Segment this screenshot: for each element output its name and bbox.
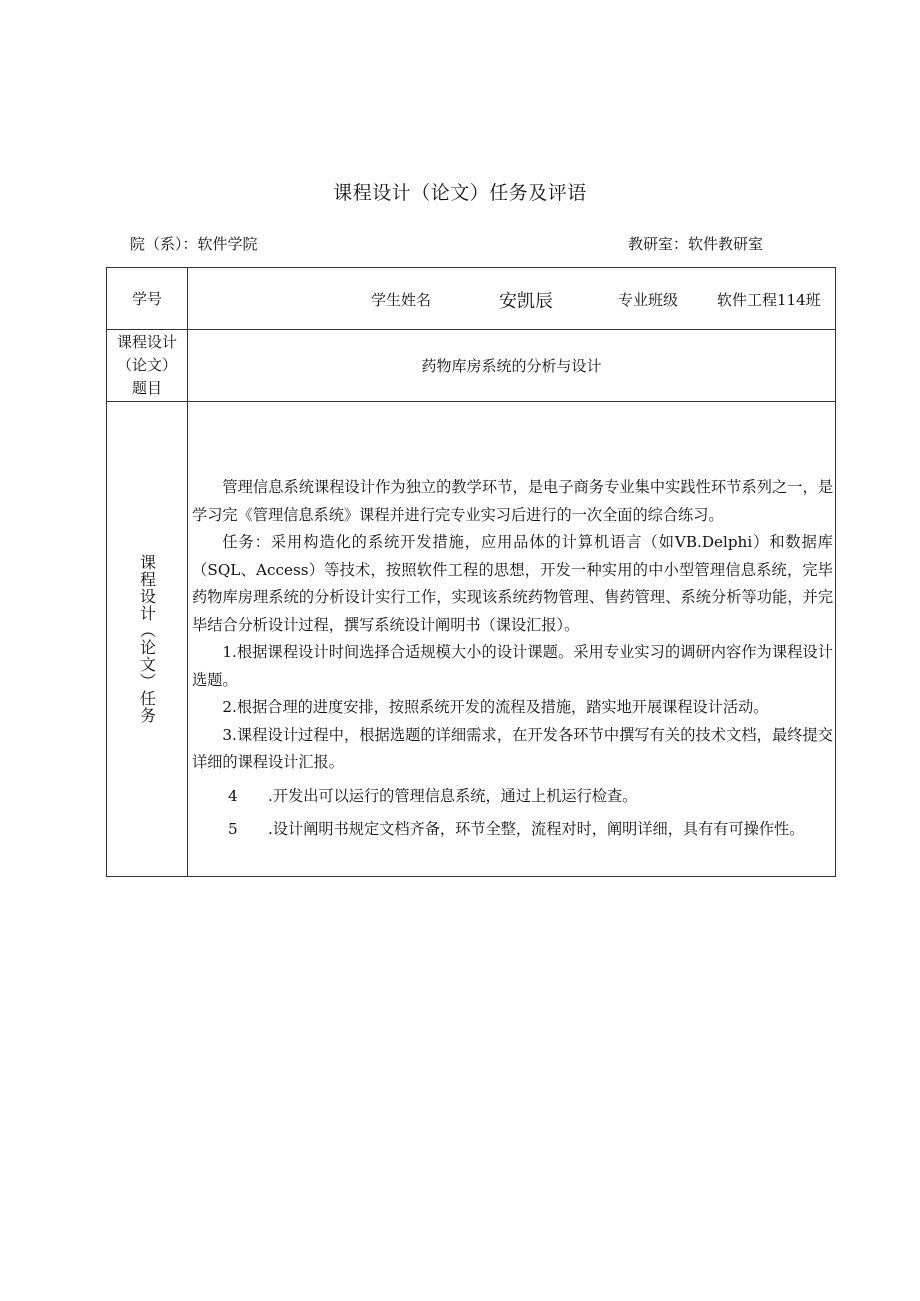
task-paragraph: 管理信息系统课程设计作为独立的教学环节，是电子商务专业集中实践性环节系列之一，是学习完《管理信息系统》课程并进行完专业实习后进行的一次全面的综合练习。 — [192, 478, 833, 524]
topic-label-line3: 题目 — [131, 379, 162, 397]
class-value: 软件工程114班 — [717, 291, 821, 309]
student-name-value: 安凯辰 — [499, 291, 553, 312]
department-field: 院（系）：软件学院 — [130, 235, 258, 253]
task-item-4 — [192, 783, 833, 811]
id-label: 学号 — [131, 290, 162, 308]
item-5-number: 5 — [228, 820, 238, 838]
page-title: 课程设计（论文）任务及评语 — [333, 182, 587, 204]
student-info-row — [107, 268, 836, 330]
student-name-label: 学生姓名 — [371, 291, 432, 309]
task-item-5 — [192, 816, 833, 844]
task-row — [107, 402, 836, 877]
topic-value: 药物库房系统的分析与设计 — [421, 357, 602, 375]
item-5-text: .设计阐明书规定文档齐备，环节全整，流程对时，阐明详细，具有有可操作性。 — [268, 820, 805, 838]
task-label-cell — [107, 402, 188, 877]
task-paragraph: 1.根据课程设计时间选择合适规模大小的设计课题。采用专业实习的调研内容作为课程设计选题。 — [192, 643, 833, 689]
topic-row — [107, 330, 836, 402]
id-label-cell — [107, 268, 188, 330]
topic-cell — [188, 330, 836, 402]
class-label: 专业班级 — [618, 291, 679, 309]
task-content-cell — [188, 402, 836, 877]
task-paragraph: 3.课程设计过程中，根据选题的详细需求，在开发各环节中撰写有关的技术文档，最终提交详细的课程设计汇报。 — [192, 725, 833, 771]
task-paragraph: 任务：采用构造化的系统开发措施，应用品体的计算机语言（如VB.Delphi）和数据库（SQL、Access）等技术，按照软件工程的思想，开发一种实用的中小型管理信息系统，完毕药物库房理系统的分析设计实行工作，实现该系统药物管理、售药管理、系统分析等功能，并完毕结合分析设计过程，撰写系统设计阐明书（课设汇报）。 — [192, 533, 833, 634]
office-field: 教研室：软件教研室 — [628, 235, 764, 253]
topic-label-line2: （论文） — [116, 356, 177, 374]
topic-label-cell — [107, 330, 188, 402]
topic-label-line1: 课程设计 — [116, 333, 177, 351]
task-label: 课程设计（论文）任务 — [137, 554, 157, 724]
item-4-text: .开发出可以运行的管理信息系统，通过上机运行检查。 — [268, 786, 638, 805]
task-form-table — [106, 267, 836, 877]
student-info-cell — [188, 268, 836, 330]
item-4-number: 4 — [228, 786, 238, 805]
task-paragraph: 2.根据合理的进度安排，按照系统开发的流程及措施，踏实地开展课程设计活动。 — [222, 698, 769, 716]
